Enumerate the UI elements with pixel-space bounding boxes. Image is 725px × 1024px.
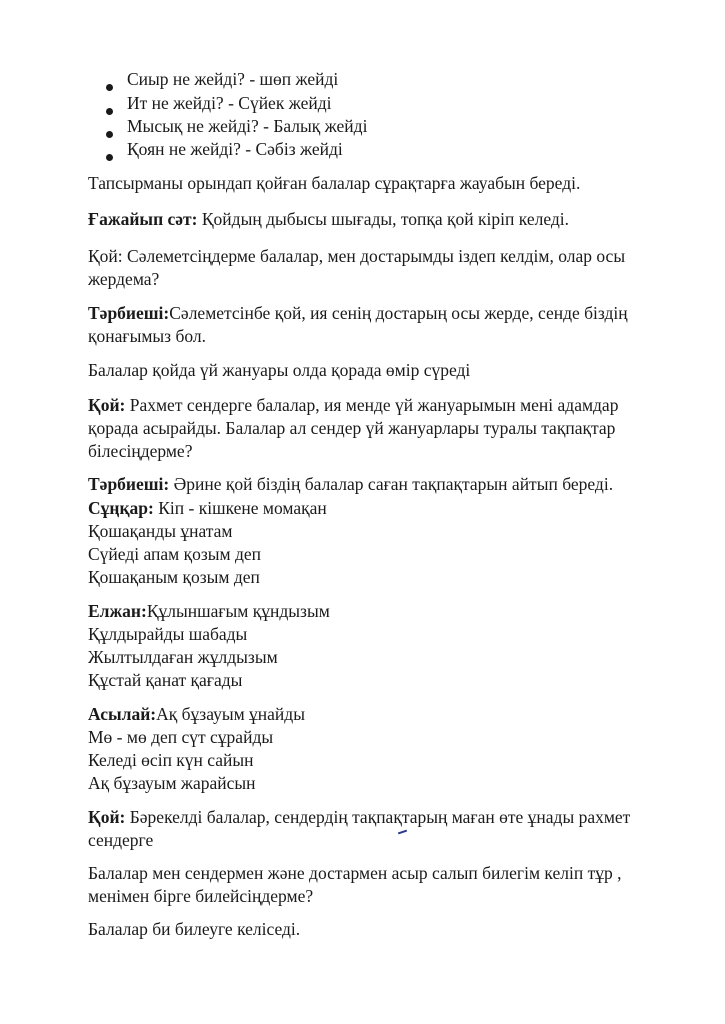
bullet-item: Сиыр не жейді? - шөп жейді: [127, 69, 339, 89]
dance-invite-line: менімен бірге билейсіңдерме?: [88, 886, 314, 906]
paragraph-task: Тапсырманы орындап қойған балалар сұрақтарға жауабын береді.: [88, 173, 581, 193]
poem-text: Ақ бұзауым ұнайды: [156, 704, 305, 724]
paragraph-text: Әрине қой біздің балалар саған тақпақтарын айтып береді.: [169, 474, 614, 494]
paragraph-text: Сәлеметсінбе қой, ия сенің достарың осы жерде, сенде біздің: [169, 303, 628, 323]
bullet-item: Мысық не жейді? - Балық жейді: [127, 116, 368, 136]
paragraph-final: Балалар би билеуге келіседі.: [88, 919, 301, 939]
speaker-label: Елжан:: [88, 601, 147, 621]
speaker-label: Асылай:: [88, 704, 157, 724]
bullet-dot-icon: [106, 154, 113, 161]
paragraph-magic-moment: [88, 208, 569, 230]
poem-line: [88, 703, 305, 725]
poem-line: Құлдырайды шабады: [88, 624, 248, 644]
poem-line: Жылтылдаған жұлдызым: [88, 647, 278, 667]
speaker-label: Тәрбиеші:: [88, 303, 170, 323]
poem-line: Ақ бұзауым жарайсын: [88, 773, 256, 793]
bullet-item: Ит не жейді? - Сүйек жейді: [127, 93, 332, 113]
sheep-greeting-line: Қой: Сәлеметсіңдерме балалар, мен достарымды іздеп келдім, олар осы: [88, 246, 626, 266]
poem-line: [88, 497, 327, 519]
bullet-item: Қоян не жейді? - Сәбіз жейді: [127, 139, 343, 159]
bullet-dot-icon: [106, 108, 113, 115]
poem-line: Келеді өсіп күн сайын: [88, 750, 254, 770]
bullet-dot-icon: [106, 84, 113, 91]
speaker-label: Қой:: [88, 395, 126, 415]
sheep-thanks-line: [88, 394, 618, 416]
speaker-label: Ғажайып сәт:: [88, 209, 198, 229]
poem-line: [88, 600, 330, 622]
sheep-praise-line: [88, 806, 630, 828]
dance-invite-line: Балалар мен сендермен және достармен асыр салып билегім келіп тұр ,: [88, 863, 622, 883]
speaker-label: Қой:: [88, 807, 126, 827]
ink-mark: [398, 830, 407, 835]
poem-text: Кіп - кішкене момақан: [153, 498, 327, 518]
bullet-dot-icon: [106, 131, 113, 138]
poem-line: Құстай қанат қағады: [88, 670, 243, 690]
speaker-label: Тәрбиеші:: [88, 474, 170, 494]
teacher-answer-line: [88, 473, 613, 495]
poem-line: Сүйеді апам қозым деп: [88, 544, 261, 564]
sheep-thanks-line: қорада асырайды. Балалар ал сендер үй жануарлары туралы тақпақтар: [88, 418, 616, 438]
sheep-praise-line: сендерге: [88, 830, 154, 850]
paragraph-text: Бәрекелді балалар, сендердің тақпақтарың маған өте ұнады рахмет: [125, 807, 631, 827]
paragraph-children: Балалар қойда үй жануары олда қорада өмір сүреді: [88, 360, 471, 380]
paragraph-text: Рахмет сендерге балалар, ия менде үй жануарымын мені адамдар: [125, 395, 619, 415]
teacher-reply-line: [88, 302, 628, 324]
speaker-label: Сұңқар:: [88, 498, 154, 518]
paragraph-text: Қойдың дыбысы шығады, топқа қой кіріп келеді.: [197, 209, 570, 229]
poem-line: Мө - мө деп сүт сұрайды: [88, 727, 274, 747]
sheep-thanks-line: білесіңдерме?: [88, 441, 193, 461]
poem-line: Қошақаным қозым деп: [88, 567, 260, 587]
poem-line: Қошақанды ұнатам: [88, 521, 233, 541]
sheep-greeting-line: жердема?: [88, 269, 160, 289]
teacher-reply-line: қонағымыз бол.: [88, 326, 206, 346]
poem-text: Құлыншағым құндызым: [146, 601, 330, 621]
